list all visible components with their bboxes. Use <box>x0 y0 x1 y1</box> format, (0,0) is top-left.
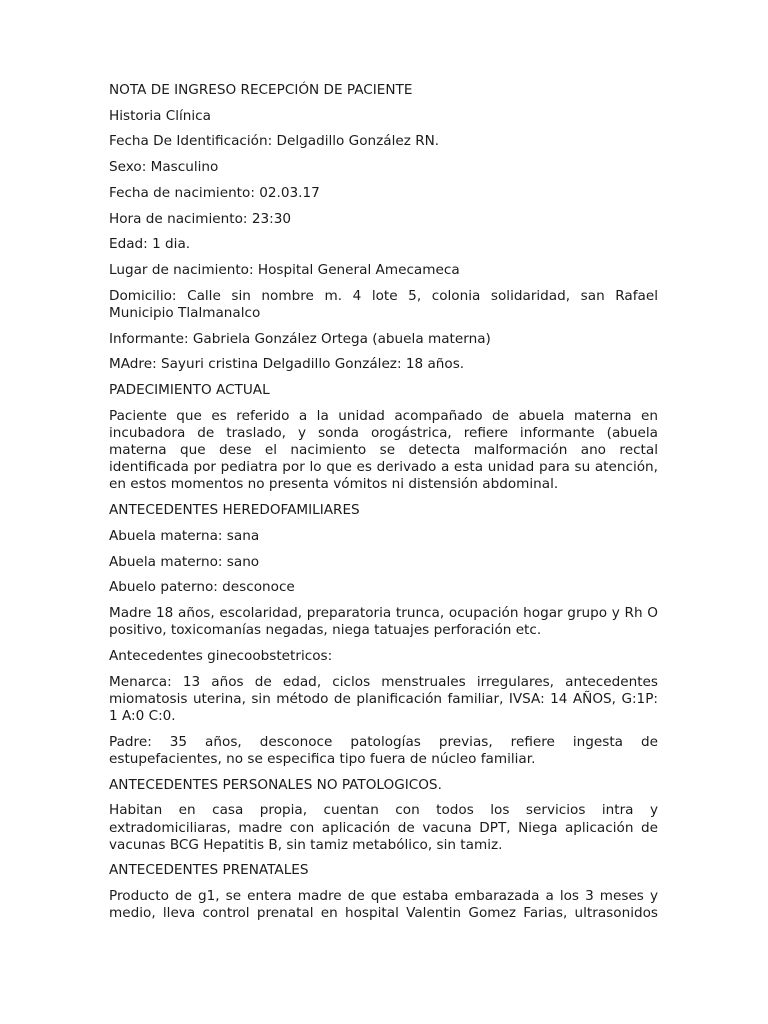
personales-heading: ANTECEDENTES PERSONALES NO PATOLOGICOS. <box>109 776 442 793</box>
abuelo-materno-line: Abuela materno: sano <box>109 553 260 570</box>
madre-line: MAdre: Sayuri cristina Delgadillo González: 18 años. <box>109 356 465 373</box>
lugar-nacimiento-line: Lugar de nacimiento: Hospital General Amecameca <box>109 261 460 278</box>
habitan-paragraph: Habitan en casa propia, cuentan con todos los servicios intra y extradomiciliaras, madre con aplicación de vacuna DPT, Niega aplicación de vacunas BCG Hepatitis B, sin tamiz metabólico, sin tamiz. <box>109 802 658 853</box>
edad-line: Edad: 1 dia. <box>109 236 191 253</box>
fecha-nacimiento-line: Fecha de nacimiento: 02.03.17 <box>109 184 320 201</box>
abuelo-paterno-line: Abuelo paterno: desconoce <box>109 579 295 596</box>
heredofamiliares-heading: ANTECEDENTES HEREDOFAMILIARES <box>109 502 360 519</box>
padecimiento-paragraph: Paciente que es referido a la unidad acompañado de abuela materna en incubadora de traslado, y sonda orogástrica, refiere informante (abuela materna que dese el nacimiento se detecta malformación ano rectal identificada por pediatra por lo que es derivado a esta unidad para su atención, en estos momentos no presenta vómitos ni distensión abdominal. <box>109 407 658 493</box>
document-page <box>109 82 658 931</box>
domicilio-paragraph: Domicilio: Calle sin nombre m. 4 lote 5, colonia solidaridad, san Rafael Municipio Tlalmanalco <box>109 287 658 321</box>
sexo-line: Sexo: Masculino <box>109 159 219 176</box>
madre-detalle-paragraph: Madre 18 años, escolaridad, preparatoria trunca, ocupación hogar grupo y Rh O positivo, toxicomanías negadas, niega tatuajes perforación etc. <box>109 604 658 639</box>
informante-line: Informante: Gabriela González Ortega (abuela materna) <box>109 330 491 347</box>
prenatales-heading: ANTECEDENTES PRENATALES <box>109 862 309 879</box>
historia-clinica-label: Historia Clínica <box>109 107 211 124</box>
menarca-paragraph: Menarca: 13 años de edad, ciclos menstruales irregulares, antecedentes miomatosis uterina, sin método de planificación familiar, IVSA: 14 AÑOS, G:1P: 1 A:0 C:0. <box>109 673 658 724</box>
fecha-identificacion-line: Fecha De Identificación: Delgadillo González RN. <box>109 133 440 150</box>
padre-paragraph: Padre: 35 años, desconoce patologías previas, refiere ingesta de estupefacientes, no se especifica tipo fuera de núcleo familiar. <box>109 733 658 767</box>
abuela-materna-line: Abuela materna: sana <box>109 527 260 544</box>
producto-paragraph: Producto de g1, se entera madre de que estaba embarazada a los 3 meses y medio, lleva control prenatal en hospital Valentin Gomez Farias, ultrasonidos <box>109 888 658 922</box>
hora-nacimiento-line: Hora de nacimiento: 23:30 <box>109 210 292 227</box>
padecimiento-heading: PADECIMIENTO ACTUAL <box>109 381 270 398</box>
document-title: NOTA DE INGRESO RECEPCIÓN DE PACIENTE <box>109 82 413 98</box>
ginecoobstetricos-heading: Antecedentes ginecoobstetricos: <box>109 647 333 664</box>
